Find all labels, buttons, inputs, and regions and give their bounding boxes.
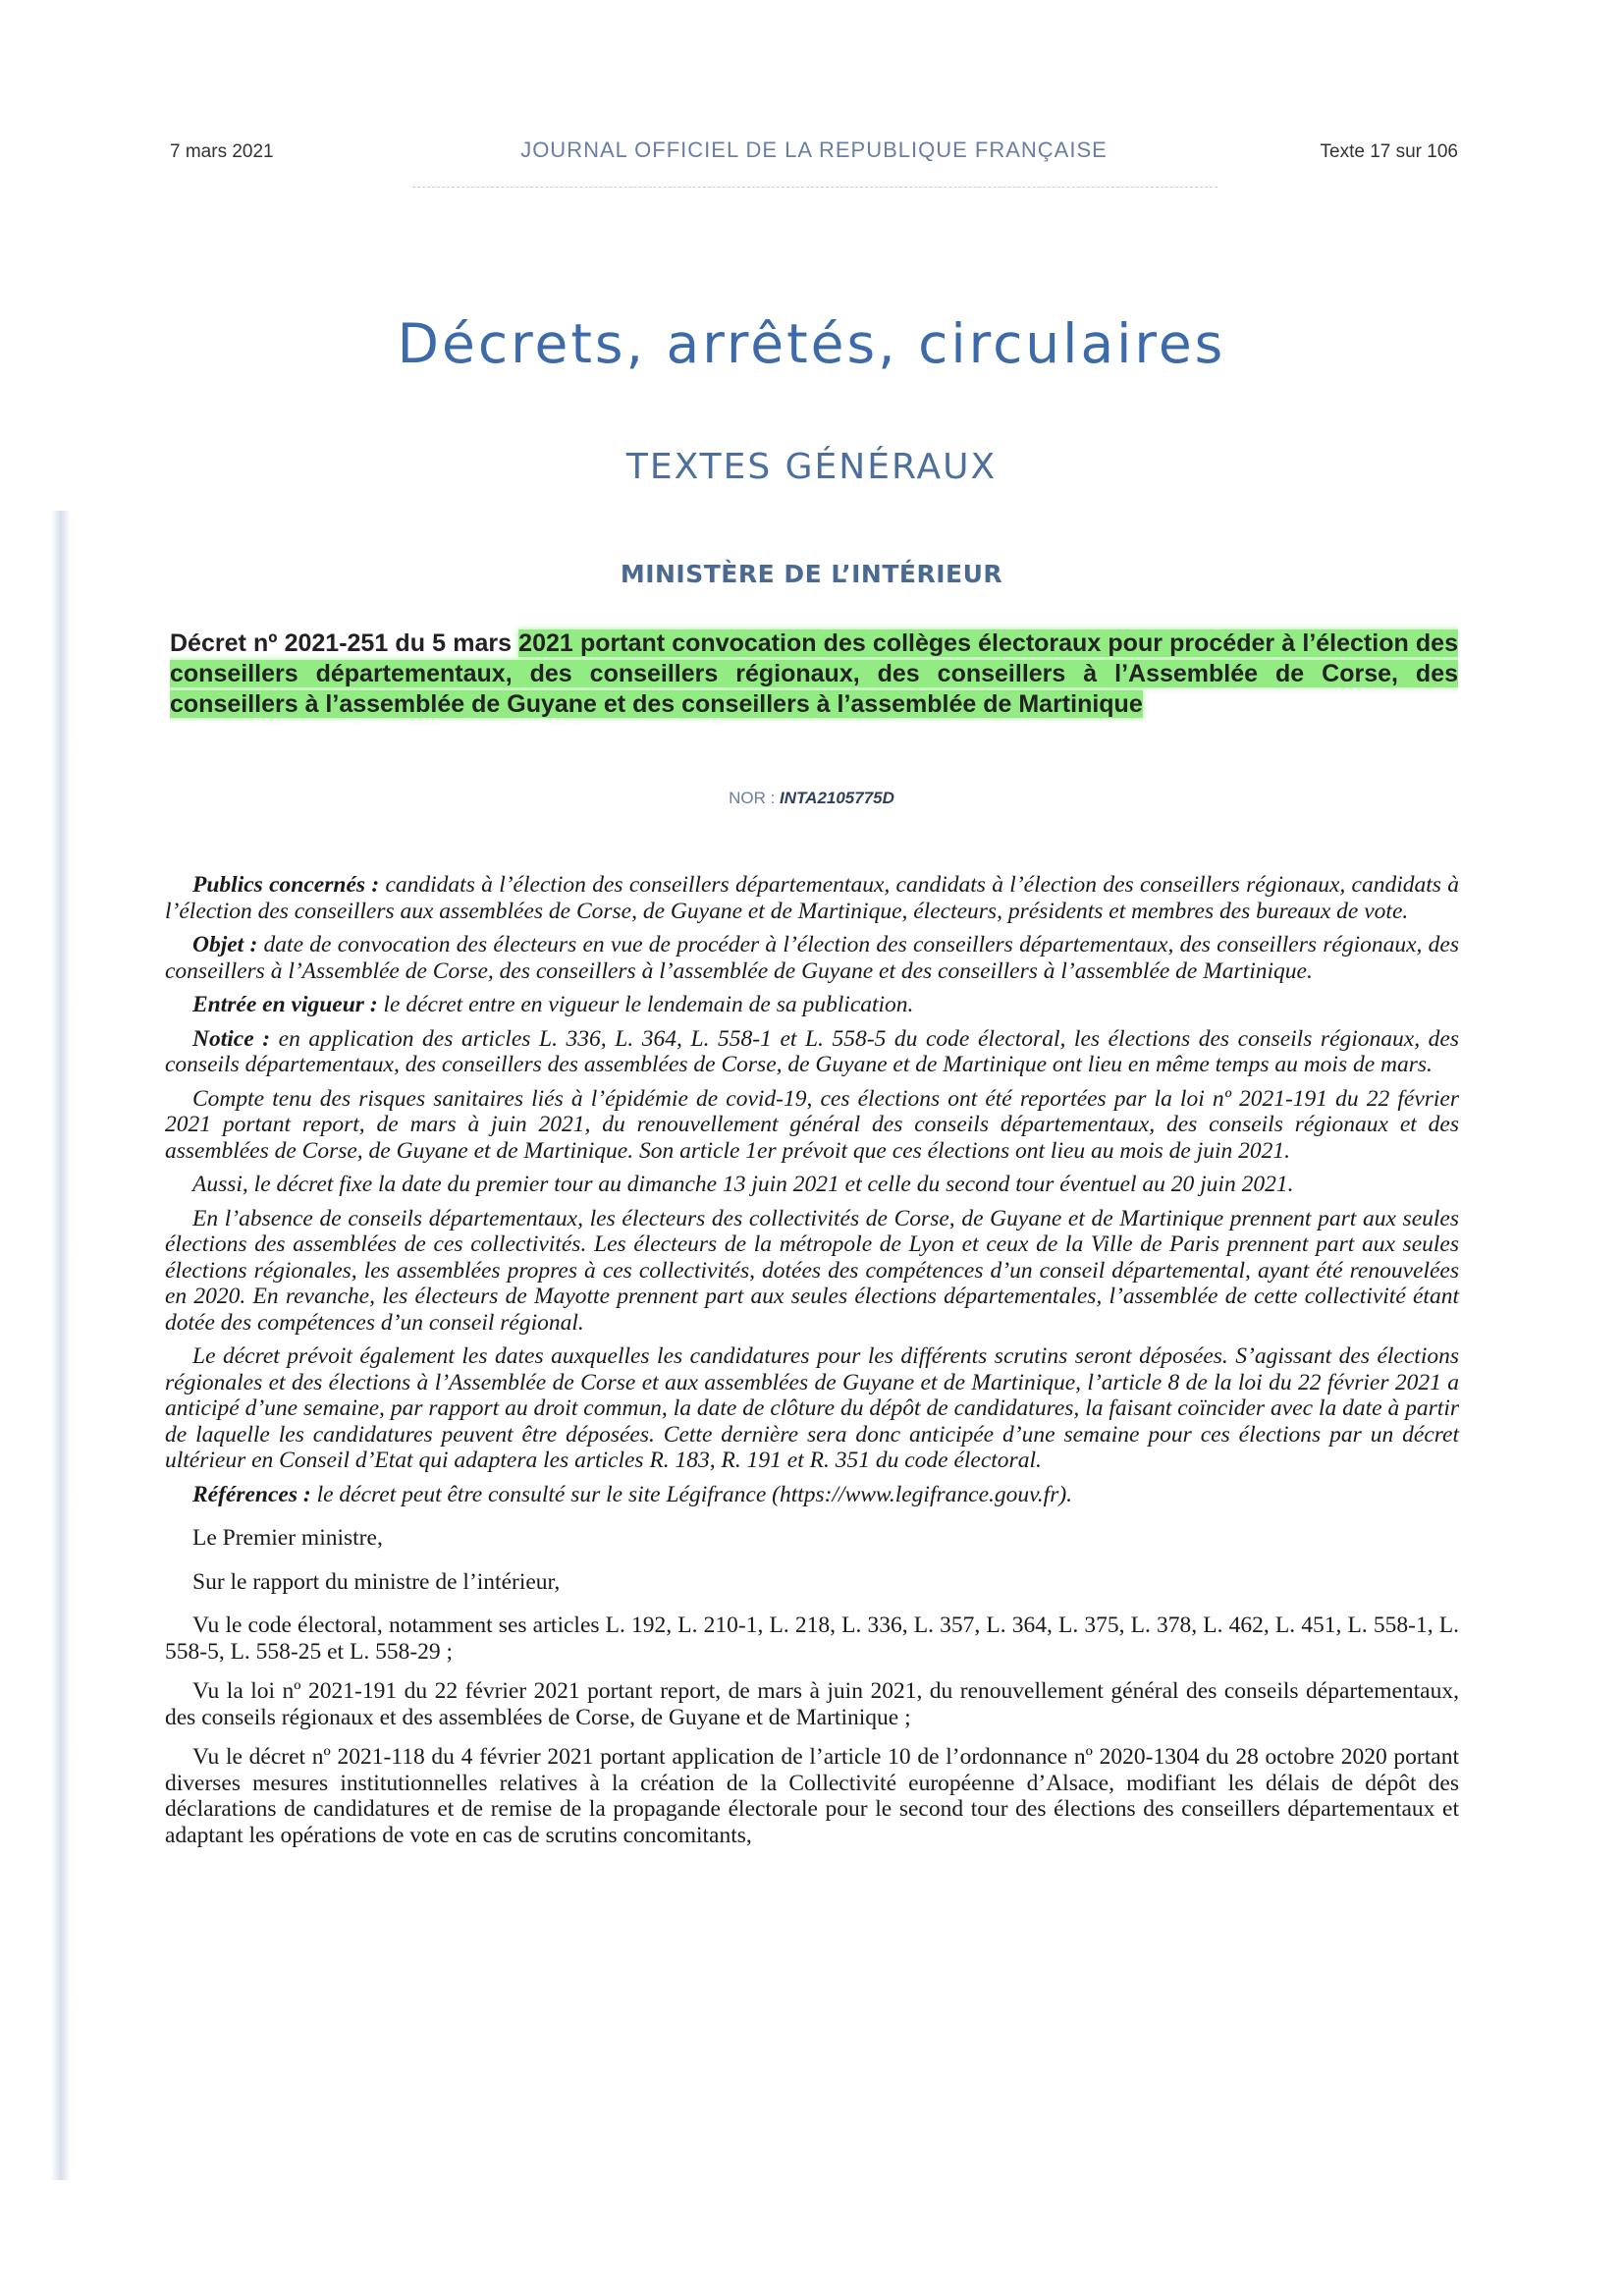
nor-reference [0, 789, 1623, 808]
main-title: Décrets, arrêtés, circulaires [397, 312, 1226, 375]
prevoit-paragraph: Le décret prévoit également les dates auxquelles les candidatures pour les différents scrutins seront déposées. S’agissant des élections régionales et des élections à l’Assemblée de Corse et aux assemblées de Guyane et de Martinique, l’article 8 de la loi du 22 février 2021 a anticipé d’une semaine, par rapport au droit commun, la date de clôture du dépôt de candidatures, la faisant coïncider avec la date à partir de laquelle les candidatures peuvent être déposées. Cette dernière sera donc anticipée d’une semaine pour ces élections par un décret ultérieur en Conseil d’Etat qui adaptera les articles R. 183, R. 191 et R. 351 du code électoral. [165, 1343, 1459, 1473]
header-rule [412, 187, 1217, 188]
compte-paragraph: Compte tenu des risques sanitaires liés à l’épidémie de covid-19, ces élections ont été reportées par la loi nº 2021-191 du 22 février 2021 portant report, de mars à juin 2021, du renouvellement général des conseils départementaux, des conseils régionaux et des assemblées de Corse, de Guyane et de Martinique. Son article 1er prévoit que ces élections ont lieu au mois de juin 2021. [165, 1085, 1459, 1164]
section-title: TEXTES GÉNÉRAUX [625, 447, 998, 487]
vu-decret-paragraph: Vu le décret nº 2021-118 du 4 février 2021 portant application de l’article 10 de l’ordonnance nº 2020-1304 du 28 octobre 2020 portant diverses mesures institutionnelles relatives à la création de la Collectivité européenne d’Alsace, modifiant les délais de dépôt des déclarations de candidatures et de remise de la propagande électorale pour le second tour des élections des conseillers départementaux et adaptant les opérations de vote en cas de scrutins concomitants, [165, 1744, 1459, 1848]
decree-title-start: Décret nº 2021-251 du 5 mars [170, 629, 519, 657]
decree-body [165, 872, 1459, 1856]
notice-label: Notice : [192, 1025, 271, 1052]
publication-date: 7 mars 2021 [170, 141, 274, 162]
decree-title-highlight: 2021 portant convocation des collèges électoraux pour procéder à l’élection des conseillers départementaux, des conseillers régionaux, des conseillers à l’Assemblée de Corse, des conseillers à l’assemblée de Guyane et des conseillers à l’assemblée de Martinique [170, 629, 1458, 718]
objet-paragraph [165, 932, 1459, 984]
notice-text: en application des articles L. 336, L. 364, L. 558-1 et L. 558-5 du code électoral, les élections des conseils régionaux, des conseils départementaux, des conseillers des assemblées de Corse, de Guyane et de Martinique ont lieu en même temps au mois de mars. [165, 1025, 1460, 1077]
vu-loi-paragraph: Vu la loi nº 2021-191 du 22 février 2021 portant report, de mars à juin 2021, du renouvellement général des conseils départementaux, des conseils régionaux et des assemblées de Corse, de Guyane et de Martinique ; [165, 1678, 1459, 1730]
nor-code: INTA2105775D [780, 789, 894, 807]
references-text: le décret peut être consulté sur le site Légifrance (https://www.legifrance.gouv.fr). [310, 1481, 1073, 1507]
journal-name: JOURNAL OFFICIEL DE LA REPUBLIQUE FRANÇAISE [520, 137, 1108, 162]
premier-ministre-line: Le Premier ministre, [192, 1525, 383, 1551]
objet-label: Objet : [192, 932, 258, 957]
page-header [170, 137, 1458, 177]
decree-title [170, 629, 1458, 720]
scan-edge-artifact [51, 511, 71, 2180]
absence-paragraph: En l’absence de conseils départementaux, les électeurs des collectivités de Corse, de Guyane et de Martinique prennent part aux seules élections des assemblées de ces collectivités. Les électeurs de la métropole de Lyon et ceux de la Ville de Paris prennent part aux seules élections régionales, les assemblées propres à ces collectivités, dotées des compétences d’un conseil départemental, ayant été renouvelées en 2020. En revanche, les électeurs de Mayotte prennent part aux seules élections départementales, l’assemblée de cette collectivité étant dotée des compétences d’un conseil régional. [165, 1205, 1459, 1336]
entree-text: le décret entre en vigueur le lendemain de sa publication. [377, 992, 914, 1017]
publics-label: Publics concernés : [192, 872, 380, 898]
entree-label: Entrée en vigueur : [192, 992, 378, 1017]
objet-text: date de convocation des électeurs en vue de procéder à l’élection des conseillers départementaux, des conseillers régionaux, des conseillers à l’Assemblée de Corse, des conseillers à l’assemblée de Guyane et des conseillers à l’assemblée de Martinique. [165, 932, 1459, 984]
references-label: Références : [192, 1481, 311, 1507]
notice-paragraph [165, 1026, 1459, 1078]
vu-code-paragraph: Vu le code électoral, notamment ses articles L. 192, L. 210-1, L. 218, L. 336, L. 357, L. 364, L. 375, L. 378, L. 462, L. 451, L. 558-1, L. 558-5, L. 558-25 et L. 558-29 ; [165, 1613, 1459, 1665]
publics-text: candidats à l’élection des conseillers départementaux, candidats à l’élection des conseillers régionaux, candidats à l’élection des conseillers aux assemblées de Corse, de Guyane et de Martinique, électeurs, présidents et membres des bureaux de vote. [165, 872, 1459, 924]
entree-paragraph [165, 992, 1459, 1018]
rapport-line: Sur le rapport du ministre de l’intérieur, [192, 1568, 561, 1595]
text-number: Texte 17 sur 106 [1320, 141, 1458, 162]
ministry-title: MINISTÈRE DE L’INTÉRIEUR [620, 560, 1003, 588]
aussi-paragraph: Aussi, le décret fixe la date du premier tour au dimanche 13 juin 2021 et celle du second tour éventuel au 20 juin 2021. [192, 1172, 1294, 1197]
references-paragraph [165, 1482, 1459, 1508]
publics-paragraph [165, 872, 1459, 924]
nor-label: NOR : [729, 789, 781, 807]
